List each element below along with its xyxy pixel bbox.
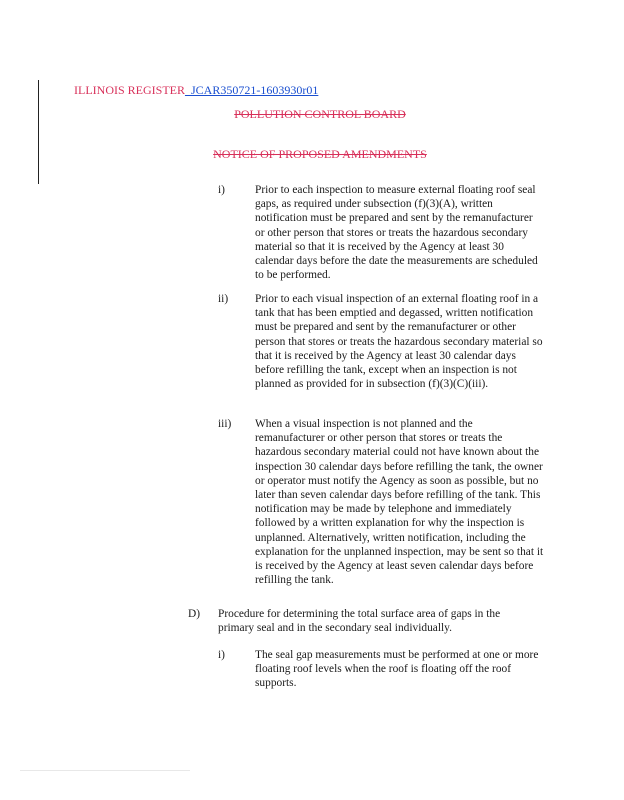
item-label: iii) — [218, 418, 232, 430]
item-text: When a visual inspection is not planned and the remanufacturer or other person that stores or treats the hazardous secondary material could not have known about the inspection 30 calendar days before refilling the tank, the owner or operator must notify the Agency as soon as possible, but no later than seven calendar days before refilling of the tank. This notification may be made by telephone and immediately followed by a written explanation for why the inspection is unplanned. Alternatively, written notification, including the explanation for the unplanned inspection, may be sent so that it is received by the Agency at least seven calendar days before refilling the tank. — [255, 418, 544, 587]
notice-title: NOTICE OF PROPOSED AMENDMENTS — [213, 147, 427, 161]
register-label: ILLINOIS REGISTER — [74, 83, 185, 97]
item-text: Procedure for determining the total surface area of gaps in the primary seal and in the secondary seal individually. — [218, 608, 501, 635]
item-label: D) — [188, 608, 201, 620]
register-header — [74, 83, 318, 98]
item-text: Prior to each visual inspection of an external floating roof in a tank that has been emptied and degassed, written notification must be prepared and sent by the remanufacturer or other person that stores or treats the hazardous secondary material so that it is received by the Agency at least 30 calendar days before refilling the tank, except when an inspection is not planned as provided for in subsection (f)(3)(C)(iii). — [255, 293, 543, 391]
board-title: POLLUTION CONTROL BOARD — [234, 107, 406, 121]
item-text: The seal gap measurements must be performed at one or more floating roof levels when the roof is floating off the roof supports. — [255, 649, 539, 690]
register-link[interactable]: _JCAR350721-1603930r01 — [185, 83, 319, 97]
item-label: i) — [218, 184, 225, 196]
footer-rule — [20, 770, 190, 771]
item-text: Prior to each inspection to measure external floating roof seal gaps, as required under subsection (f)(3)(A), written notification must be prepared and sent by the remanufacturer or other person that stores or treats the hazardous secondary material so that it is received by the Agency at least 30 calendar days before the date the measurements are scheduled to be performed. — [255, 184, 538, 282]
item-label: i) — [218, 649, 225, 661]
item-label: ii) — [218, 293, 229, 305]
margin-change-bar — [38, 80, 39, 184]
